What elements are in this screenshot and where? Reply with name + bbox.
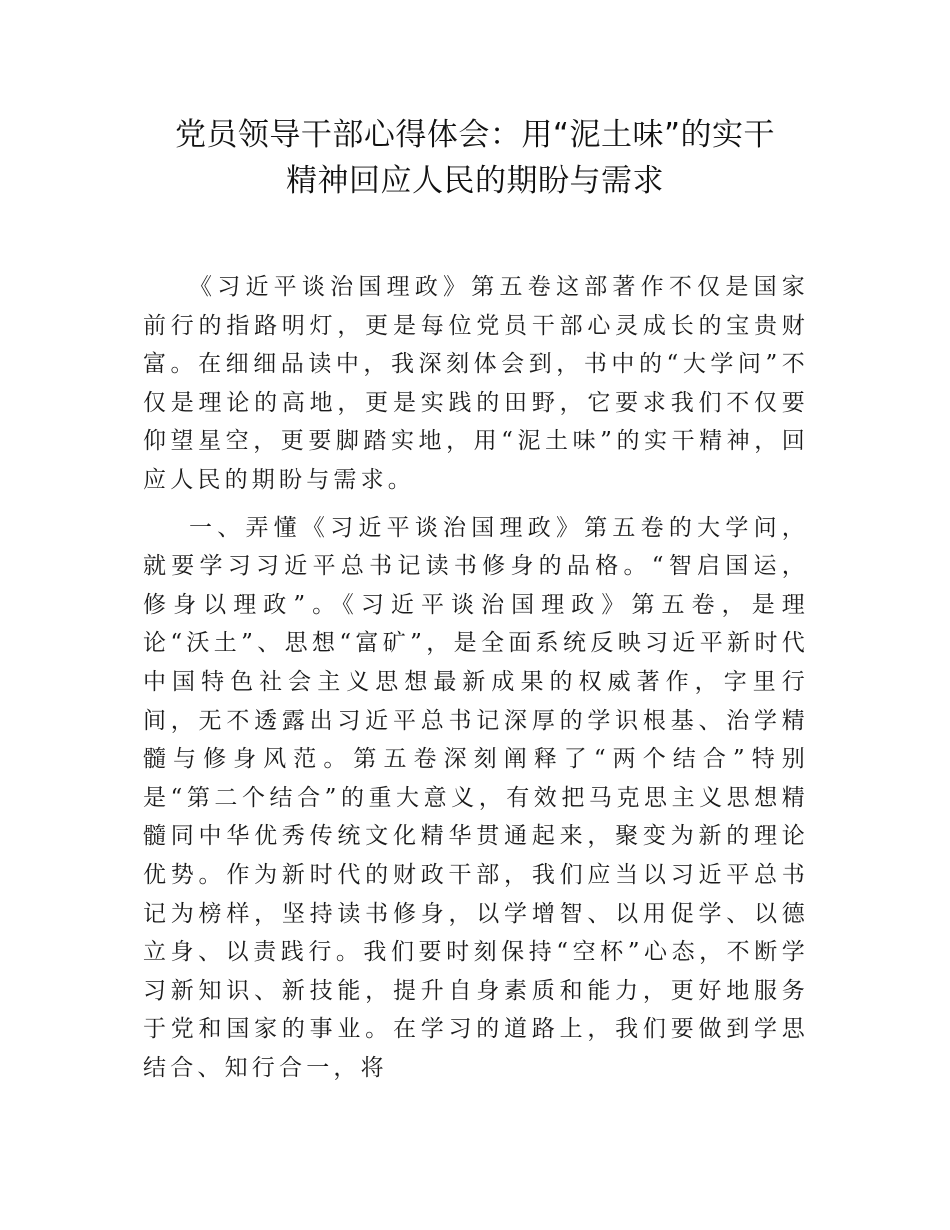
document-title	[140, 112, 810, 204]
title-line-1: 党员领导干部心得体会：用“泥土味”的实干	[174, 117, 776, 153]
title-line-2: 精神回应人民的期盼与需求	[286, 163, 664, 199]
paragraph-intro: 《习近平谈治国理政》第五卷这部著作不仅是国家前行的指路明灯，更是每位党员干部心灵成长的宝贵财富。在细细品读中，我深刻体会到，书中的“大学问”不仅是理论的高地，更是实践的田野，它要求我们不仅要仰望星空，更要脚踏实地，用“泥土味”的实干精神，回应人民的期盼与需求。	[143, 274, 809, 493]
document-body	[143, 268, 809, 1087]
paragraph-section-1: 一、弄懂《习近平谈治国理政》第五卷的大学问，就要学习习近平总书记读书修身的品格。“智启国运，修身以理政”。《习近平谈治国理政》第五卷，是理论“沃土”、思想“富矿”，是全面系统反映习近平新时代中国特色社会主义思想最新成果的权威著作，字里行间，无不透露出习近平总书记深厚的学识根基、治学精髓与修身风范。第五卷深刻阐释了“两个结合”特别是“第二个结合”的重大意义，有效把马克思主义思想精髓同中华优秀传统文化精华贯通起来，聚变为新的理论优势。作为新时代的财政干部，我们应当以习近平总书记为榜样，坚持读书修身，以学增智、以用促学、以德立身、以责践行。我们要时刻保持“空杯”心态，不断学习新知识、新技能，提升自身素质和能力，更好地服务于党和国家的事业。在学习的道路上，我们要做到学思结合、知行合一，将	[143, 514, 809, 1081]
